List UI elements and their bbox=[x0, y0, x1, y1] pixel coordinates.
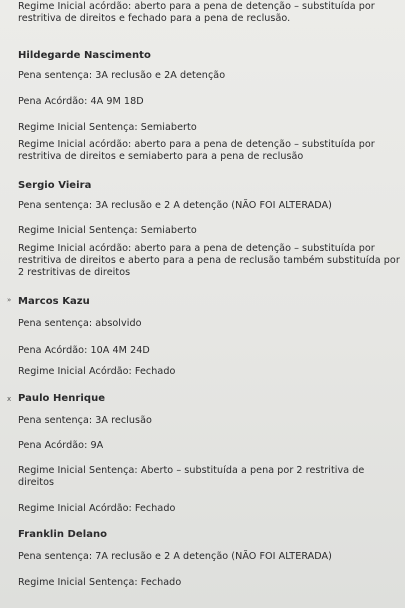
defendant-name: Franklin Delano bbox=[18, 529, 108, 540]
defendant-name: Paulo Henrique bbox=[18, 393, 106, 404]
defendant-name: Marcos Kazu bbox=[18, 296, 90, 307]
defendant-name: Sergio Vieira bbox=[18, 180, 92, 191]
line: Pena Acórdão: 10A 4M 24D bbox=[18, 345, 150, 356]
line: Pena sentença: 7A reclusão e 2 A detenção (NÃO FOI ALTERADA) bbox=[18, 551, 332, 562]
line: Regime Inicial Sentença: Aberto – substituída a pena por 2 restritiva de direitos bbox=[18, 465, 365, 488]
line: Pena sentença: 3A reclusão bbox=[18, 415, 152, 426]
line: Pena sentença: 3A reclusão e 2 A detenção (NÃO FOI ALTERADA) bbox=[18, 200, 332, 211]
line: Pena sentença: 3A reclusão e 2A detenção bbox=[18, 70, 226, 81]
line: Regime Inicial Acórdão: Fechado bbox=[18, 366, 176, 377]
line: Pena Acórdão: 4A 9M 18D bbox=[18, 96, 144, 107]
line: Regime Inicial Sentença: Semiaberto bbox=[18, 122, 197, 133]
margin-mark: » bbox=[7, 296, 12, 304]
line: Pena Acórdão: 9A bbox=[18, 440, 104, 451]
line: Pena sentença: absolvido bbox=[18, 318, 142, 329]
line: Regime Inicial Sentença: Fechado bbox=[18, 577, 182, 588]
top-fragment: Regime Inicial acórdão: aberto para a pena de detenção – substituída por restritiva de direitos e fechado para a pena de reclusão. bbox=[18, 1, 375, 24]
line: Regime Inicial acórdão: aberto para a pena de detenção – substituída por restritiva de direitos e aberto para a pena de reclusão também substituída por 2 restritivas de direitos bbox=[18, 243, 400, 278]
line: Regime Inicial Acórdão: Fechado bbox=[18, 503, 176, 514]
line: Regime Inicial acórdão: aberto para a pena de detenção – substituída por restritiva de direitos e semiaberto para a pena de reclusão bbox=[18, 139, 375, 162]
line: Regime Inicial Sentença: Semiaberto bbox=[18, 225, 197, 236]
margin-mark: x bbox=[7, 395, 12, 403]
defendant-name: Hildegarde Nascimento bbox=[18, 50, 151, 61]
